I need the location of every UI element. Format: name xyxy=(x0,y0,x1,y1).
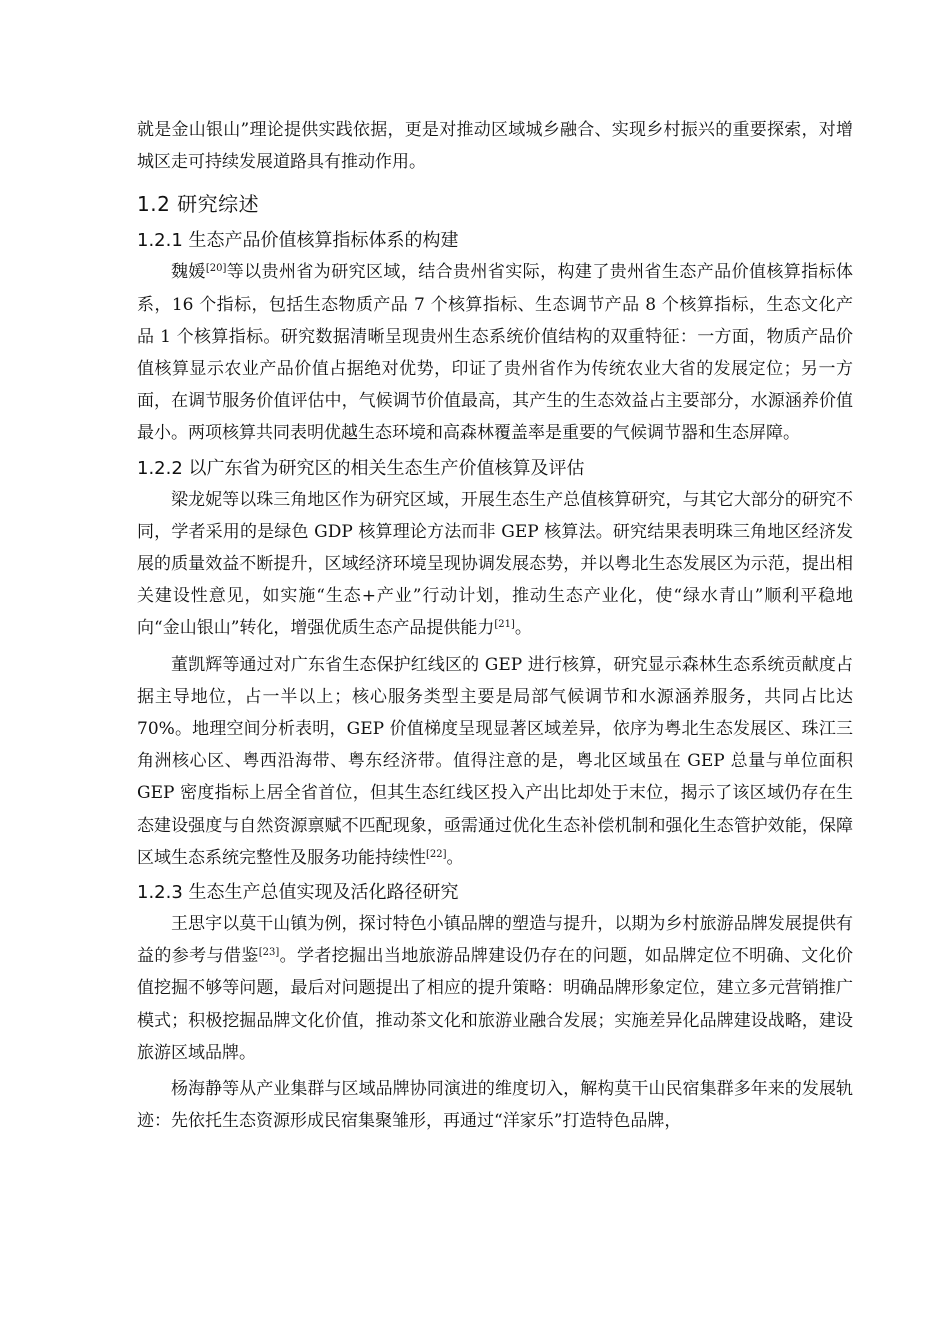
citation-ref: [20] xyxy=(205,263,227,275)
paragraph-text: 梁龙妮等以珠三角地区作为研究区域，开展生态生产总值核算研究，与其它大部分的研究不同，学者采用的是绿色 GDP 核算理论方法而非 GEP 核算法。研究结果表明珠三角地区经济发展的质量效益不断提升，区域经济环境呈现协调发展态势，并以粤北生态发展区为示范，提出相关建设性意见，如实施“生态+产业”行动计划，推动生态产业化，使“绿水青山”顺利平稳地向“金山银山”转化，增强优质生态产品提供能力 xyxy=(137,489,853,639)
section-heading-1-2-3: 1.2.3 生态生产总值实现及活化路径研究 xyxy=(137,882,459,904)
paragraph-dong-kaihui xyxy=(137,649,853,874)
section-heading-1-2-2: 1.2.2 以广东省为研究区的相关生态生产价值核算及评估 xyxy=(137,457,585,479)
section-heading-1-2: 1.2 研究综述 xyxy=(137,192,260,217)
citation-ref: [23] xyxy=(258,947,280,959)
section-heading-1-2-1: 1.2.1 生态产品价值核算指标体系的构建 xyxy=(137,230,459,252)
citation-ref: [21] xyxy=(494,619,515,631)
document-page xyxy=(137,114,853,1137)
paragraph-text: 董凯辉等通过对广东省生态保护红线区的 GEP 进行核算，研究显示森林生态系统贡献度占据主导地位，占一半以上；核心服务类型主要是局部气候调节和水源涵养服务，共同占比达 70%。地理空间分析表明，GEP 价值梯度呈现显著区域差异，依序为粤北生态发展区、珠江三角洲核心区、粤西沿海带、粤东经济带。值得注意的是，粤北区域虽在 GEP 总量与单位面积 GEP 密度指标上居全省首位，但其生态红线区投入产出比却处于末位，揭示了该区域仍存在生态建设强度与自然资源禀赋不匹配现象，亟需通过优化生态补偿机制和强化生态管护效能，保障区域生态系统完整性及服务功能持续性 xyxy=(137,654,853,868)
paragraph-text: 。 xyxy=(514,618,532,639)
paragraph-text: 王思宇以莫干山镇为例，探讨特色小镇品牌的塑造与提升，以期为乡村旅游品牌发展提供有益的参考与借鉴 xyxy=(137,914,853,967)
paragraph-wang-siyu xyxy=(137,908,853,1069)
paragraph-yang-haijing: 杨海静等从产业集群与区域品牌协同演进的维度切入，解构莫干山民宿集群多年来的发展轨迹：先依托生态资源形成民宿集聚雏形，再通过“洋家乐”打造特色品牌， xyxy=(137,1079,853,1132)
paragraph-text: 。 xyxy=(446,847,464,868)
paragraph-text: 魏媛 xyxy=(171,262,206,283)
paragraph-liang-longni xyxy=(137,484,853,645)
continued-paragraph: 就是金山银山”理论提供实践依据，更是对推动区域城乡融合、实现乡村振兴的重要探索，对增城区走可持续发展道路具有推动作用。 xyxy=(137,120,853,173)
citation-ref: [22] xyxy=(426,848,447,860)
paragraph-text: 。学者挖掘出当地旅游品牌建设仍存在的问题，如品牌定位不明确、文化价值挖掘不够等问题，最后对问题提出了相应的提升策略：明确品牌形象定位，建立多元营销推广模式；积极挖掘品牌文化价值，推动茶文化和旅游业融合发展；实施差异化品牌建设战略，建设旅游区域品牌。 xyxy=(137,946,854,1063)
paragraph-wei-yuan xyxy=(137,256,853,449)
paragraph-text: 等以贵州省为研究区域，结合贵州省实际，构建了贵州省生态产品价值核算指标体系，16 个指标，包括生态物质产品 7 个核算指标、生态调节产品 8 个核算指标，生态文化产品 1 个核算指标。研究数据清晰呈现贵州生态系统价值结构的双重特征：一方面，物质产品价值核算显示农业产品价值占据绝对优势，印证了贵州省作为传统农业大省的发展定位；另一方面，在调节服务价值评估中，气候调节价值最高，其产生的生态效益占主要部分，水源涵养价值最小。两项核算共同表明优越生态环境和高森林覆盖率是重要的气候调节器和生态屏障。 xyxy=(137,262,854,444)
